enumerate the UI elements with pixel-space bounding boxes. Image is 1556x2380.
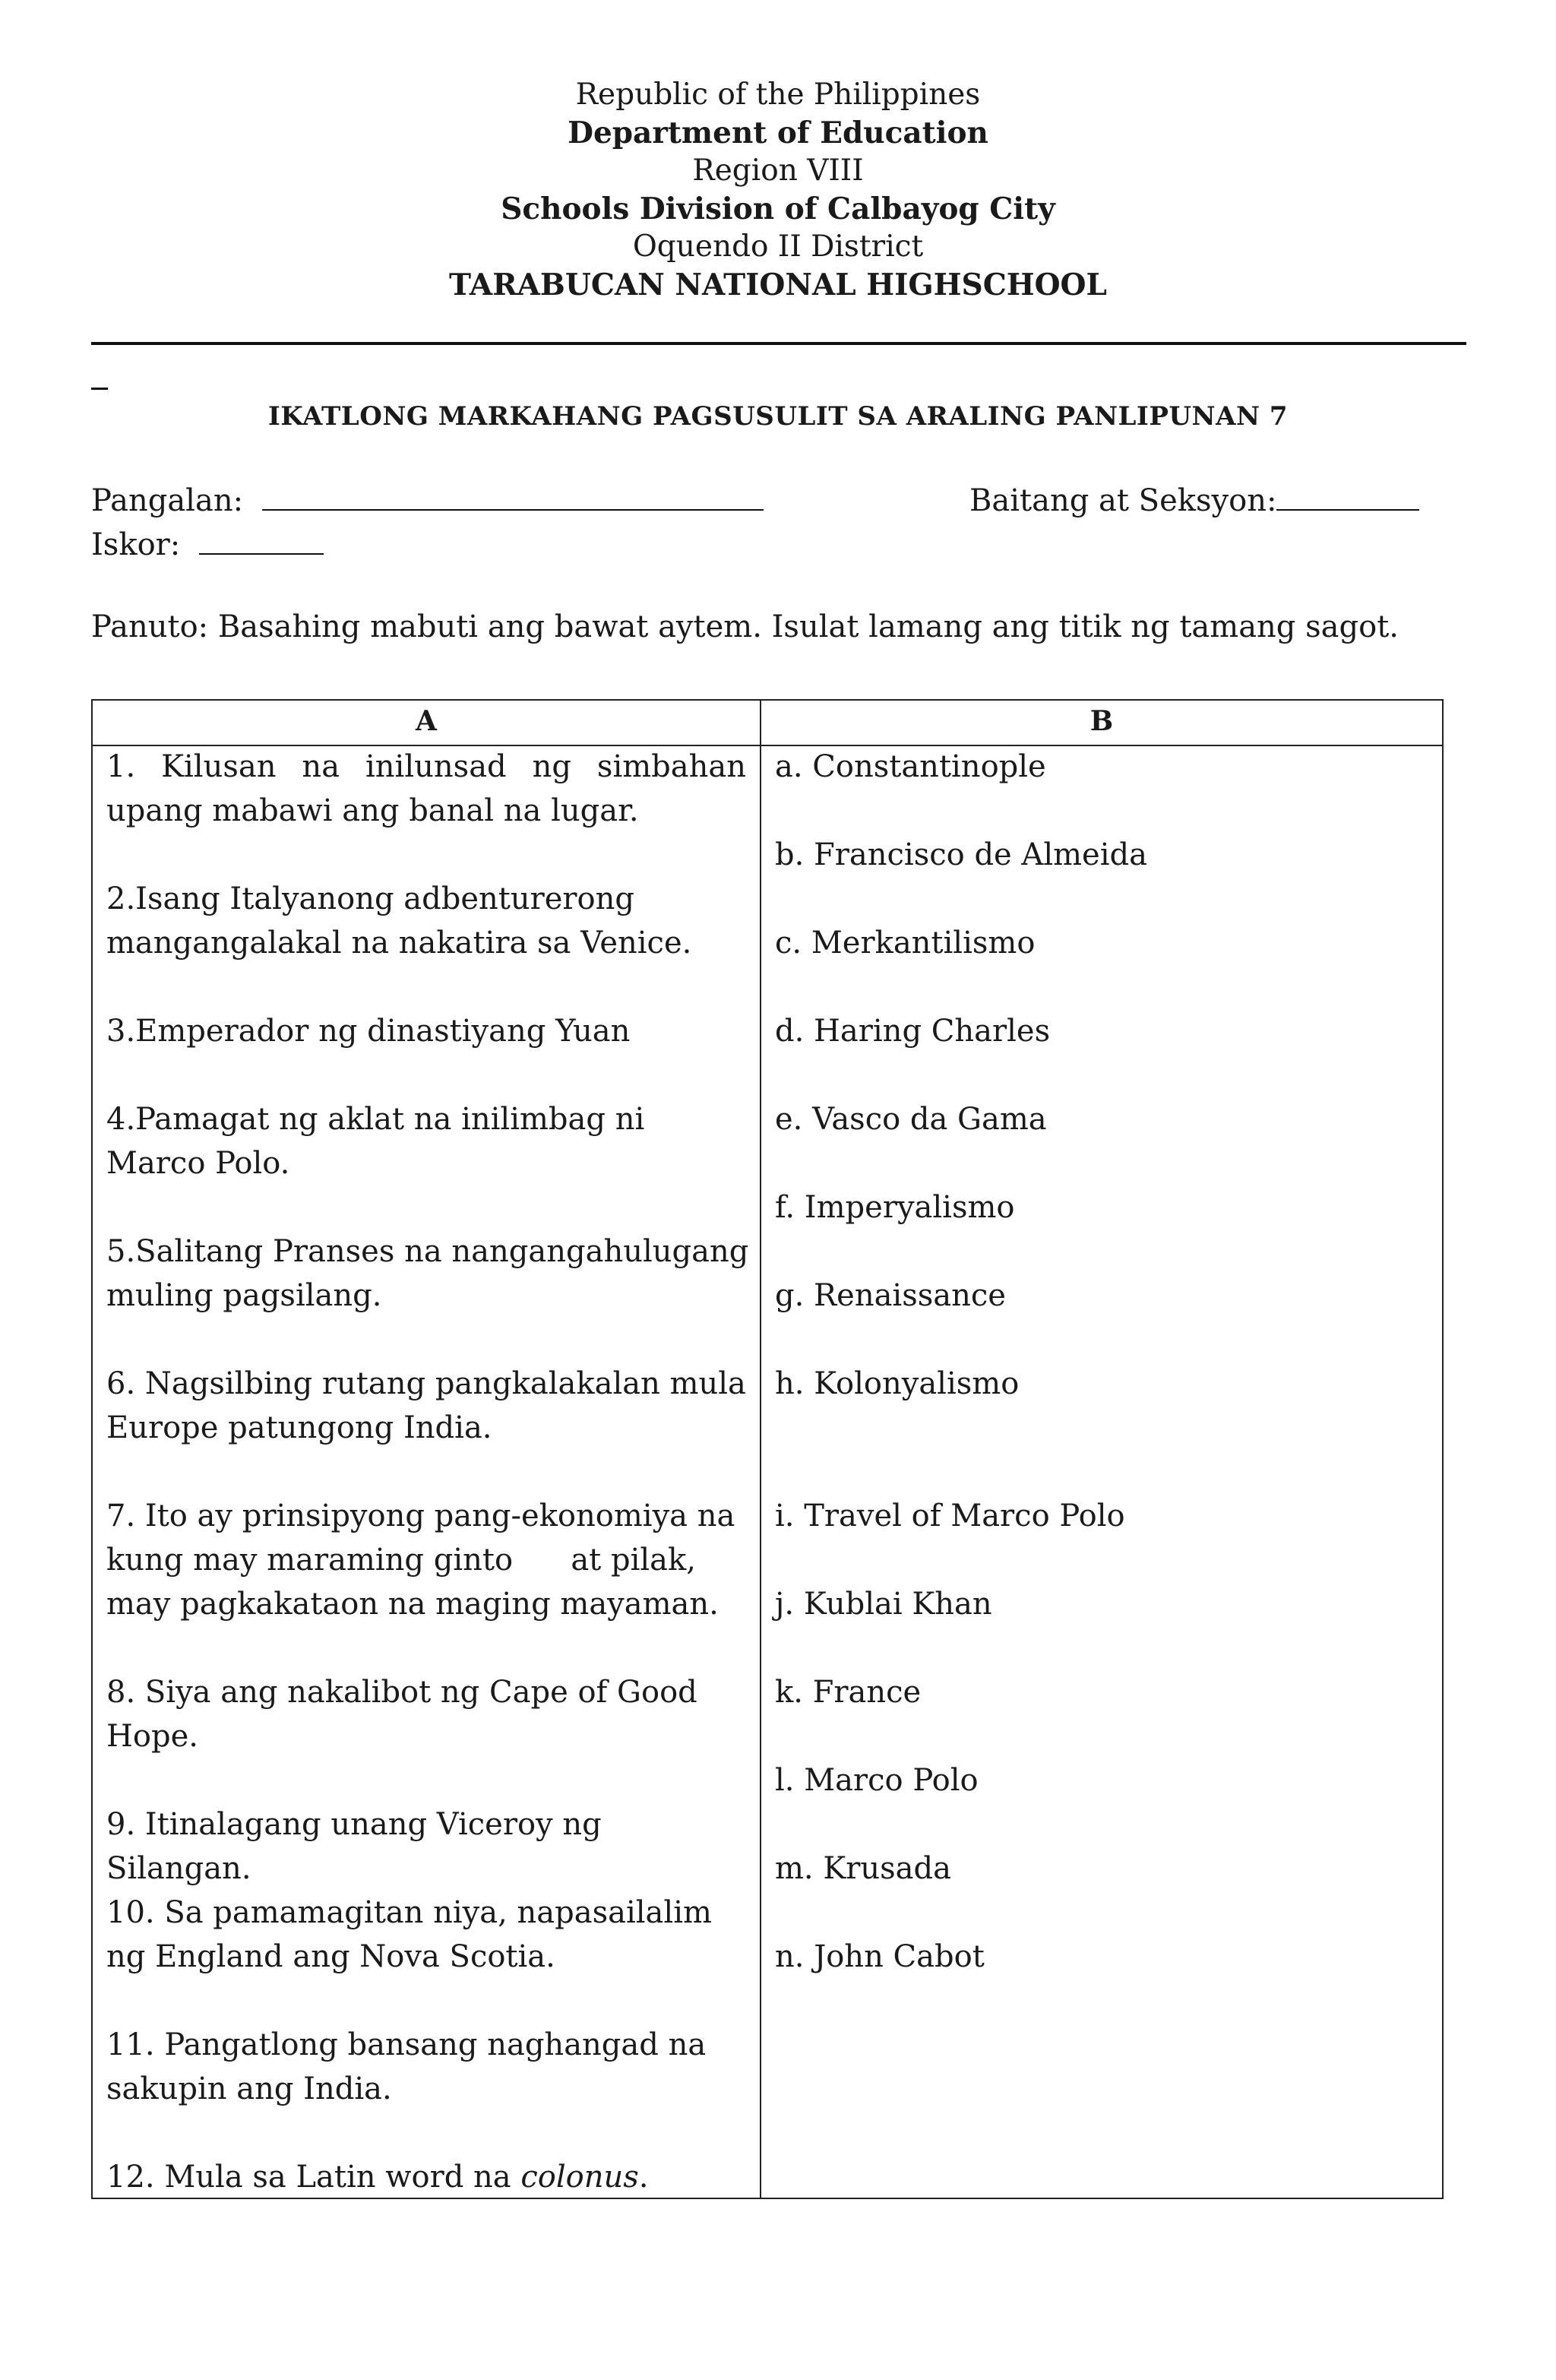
choice-b: b. Francisco de Almeida (775, 837, 1147, 872)
question-4-line-1: 4.Pamagat ng aklat na inilimbag ni (106, 1102, 645, 1137)
grade-section-blank[interactable] (1276, 479, 1419, 511)
name-blank[interactable] (262, 479, 764, 511)
column-divider (760, 701, 761, 2198)
choice-l: l. Marco Polo (775, 1763, 979, 1798)
header-region: Region VIII (692, 153, 864, 188)
exam-title: IKATLONG MARKAHANG PAGSUSULIT SA ARALING PANLIPUNAN 7 (267, 401, 1289, 432)
question-11-line-2: sakupin ang India. (106, 2071, 392, 2106)
column-b-header: B (1090, 705, 1114, 737)
question-12-text: 12. Mula sa Latin word na (106, 2160, 521, 2195)
question-12-latin-word: colonus (520, 2160, 639, 2195)
question-11-line-1: 11. Pangatlong bansang naghangad na (106, 2027, 707, 2062)
question-7-line-3: may pagkakataon na maging mayaman. (106, 1587, 719, 1622)
question-7-line-1: 7. Ito ay prinsipyong pang-ekonomiya na (106, 1499, 735, 1533)
question-10-line-2: ng England ang Nova Scotia. (106, 1939, 555, 1974)
question-3 (106, 1009, 746, 1053)
column-a-header: A (416, 705, 437, 737)
question-12 (106, 2155, 746, 2199)
choice-e: e. Vasco da Gama (775, 1102, 1047, 1137)
question-8 (106, 1670, 746, 1758)
school-header (0, 76, 1556, 304)
question-1-line-1: 1. Kilusan na inilunsad ng simbahan (106, 749, 746, 784)
question-9-line-1: 9. Itinalagang unang Viceroy ng (106, 1807, 602, 1842)
question-6-line-1: 6. Nagsilbing rutang pangkalakalan mula (106, 1366, 746, 1401)
question-9 (106, 1802, 746, 1891)
question-10-line-1: 10. Sa pamamagitan niya, napasailalim (106, 1895, 712, 1930)
header-divider-line (91, 342, 1466, 345)
choice-k: k. France (775, 1675, 922, 1710)
choice-n: n. John Cabot (775, 1939, 985, 1974)
score-field (91, 523, 324, 562)
question-12-period: . (638, 2160, 649, 2195)
name-label: Pangalan: (91, 483, 244, 518)
grade-section-field (969, 479, 1419, 518)
question-8-line-2: Hope. (106, 1719, 198, 1754)
question-9-line-2: Silangan. (106, 1851, 251, 1886)
instructions: Panuto: Basahing mabuti ang bawat aytem. Isulat lamang ang titik ng tamang sagot. (91, 609, 1399, 644)
name-field (91, 479, 764, 518)
question-5-line-2: muling pagsilang. (106, 1278, 382, 1313)
choice-i: i. Travel of Marco Polo (775, 1499, 1125, 1533)
header-district: Oquendo II District (632, 229, 924, 264)
question-3-line-1: 3.Emperador ng dinastiyang Yuan (106, 1014, 631, 1049)
score-blank[interactable] (199, 523, 324, 555)
question-6 (106, 1362, 746, 1450)
header-divider-dash (91, 388, 108, 390)
header-school-name: TARABUCAN NATIONAL HIGHSCHOOL (449, 267, 1107, 302)
choice-f: f. Imperyalismo (775, 1190, 1015, 1225)
question-1-line-2: upang mabawi ang banal na lugar. (106, 793, 639, 828)
question-7 (106, 1494, 746, 1626)
question-11 (106, 2023, 746, 2111)
question-7-line-2: kung may maraming ginto at pilak, (106, 1543, 696, 1578)
question-2-line-1: 2.Isang Italyanong adbenturerong (106, 881, 634, 916)
question-4-line-2: Marco Polo. (106, 1146, 290, 1181)
choice-d: d. Haring Charles (775, 1014, 1051, 1049)
question-2 (106, 877, 746, 965)
question-4 (106, 1097, 746, 1185)
header-department: Department of Education (568, 116, 988, 150)
choice-c: c. Merkantilismo (775, 926, 1036, 961)
header-division: Schools Division of Calbayog City (501, 191, 1055, 226)
choice-m: m. Krusada (775, 1851, 951, 1886)
choice-g: g. Renaissance (775, 1278, 1006, 1313)
question-5-line-1: 5.Salitang Pranses na nangangahulugang (106, 1234, 749, 1269)
choice-h: h. Kolonyalismo (775, 1366, 1020, 1401)
table-header-row (93, 701, 1442, 746)
question-10 (106, 1891, 746, 1979)
header-republic: Republic of the Philippines (575, 78, 981, 112)
choice-j: j. Kublai Khan (775, 1587, 992, 1622)
question-6-line-2: Europe patungong India. (106, 1410, 492, 1445)
score-label: Iskor: (91, 527, 181, 562)
question-5 (106, 1230, 749, 1318)
question-1 (106, 745, 746, 833)
grade-section-label: Baitang at Seksyon: (969, 483, 1277, 518)
matching-table (91, 699, 1444, 2199)
question-8-line-1: 8. Siya ang nakalibot ng Cape of Good (106, 1675, 697, 1710)
choice-a: a. Constantinople (775, 749, 1046, 784)
question-2-line-2: mangangalakal na nakatira sa Venice. (106, 926, 692, 961)
